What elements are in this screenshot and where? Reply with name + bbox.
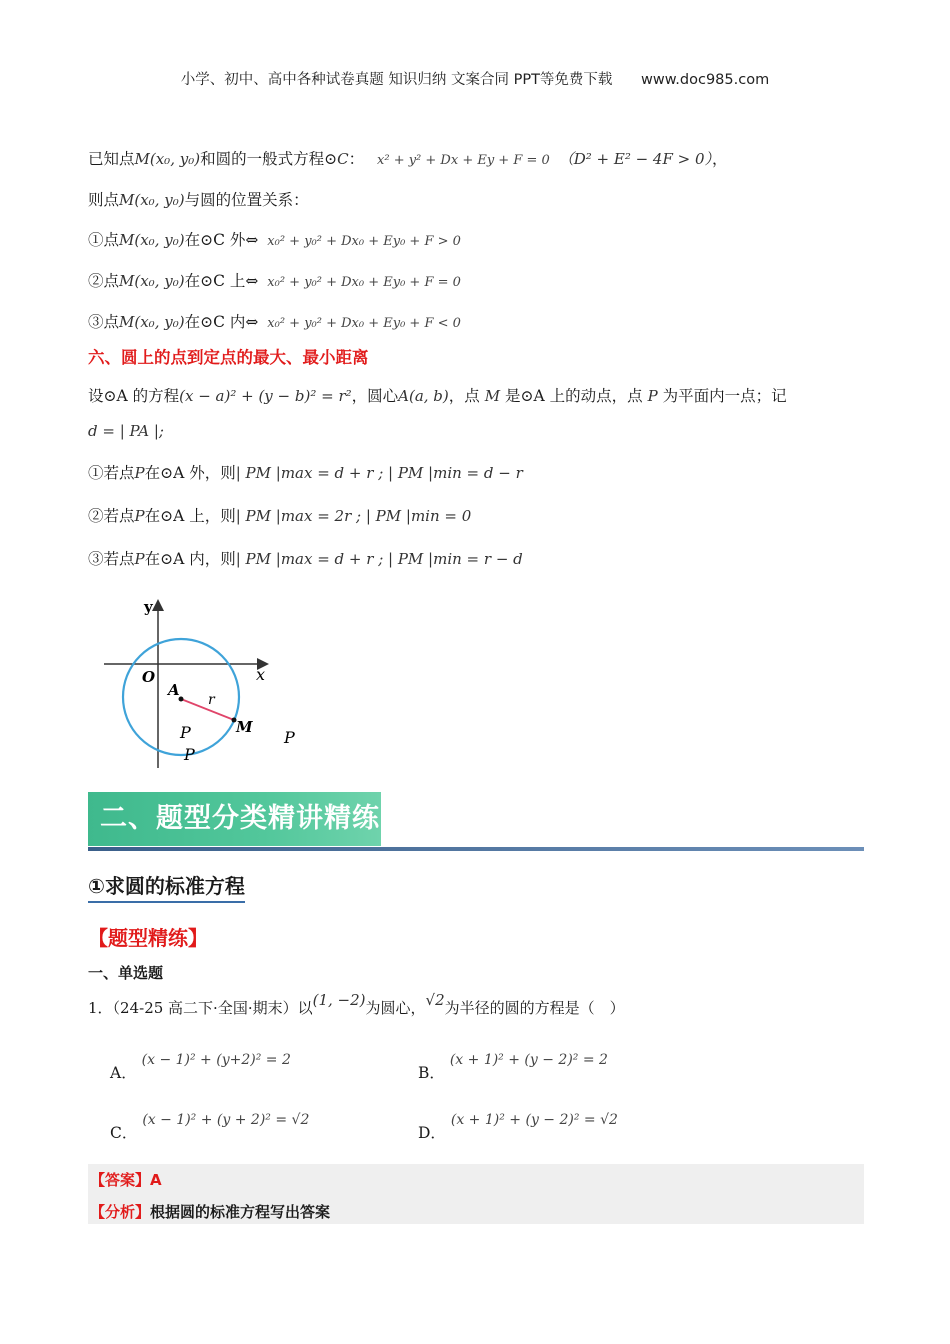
relation-text: 在⊙C 内⇔: [184, 313, 259, 331]
case-text: 在⊙A 上，则: [144, 507, 236, 525]
option-key: D．: [418, 1124, 446, 1142]
para-text: ，圆心: [351, 387, 399, 405]
analysis-tag: 【分析】: [90, 1203, 151, 1221]
intro-text: ，: [712, 150, 728, 168]
case-text: ②若点: [88, 507, 135, 525]
p-inside-label: P: [180, 723, 191, 742]
intro-text: 与圆的位置关系：: [184, 191, 309, 209]
para-text: 为平面内一点；记: [662, 387, 787, 405]
case-text: 在⊙A 外，则: [144, 464, 236, 482]
relation-equation: x₀² + y₀² + Dx₀ + Ey₀ + F > 0: [267, 234, 461, 249]
section-banner: 二、题型分类精讲精练: [88, 792, 381, 846]
option-d[interactable]: [418, 1107, 618, 1142]
m-label: M: [236, 718, 253, 736]
practice-tag: 【题型精练】: [88, 926, 208, 950]
relation-equation: x₀² + y₀² + Dx₀ + Ey₀ + F = 0: [267, 275, 461, 290]
case-equation: | PM |max = d + r ; | PM |min = r − d: [235, 550, 523, 568]
origin-label: O: [142, 668, 156, 686]
intro-text: 已知点: [88, 150, 135, 168]
center-label: A: [168, 681, 180, 699]
case-equation: | PM |max = 2r ; | PM |min = 0: [235, 507, 472, 525]
point-m: M(x₀, y₀): [119, 231, 185, 249]
y-label: y: [144, 598, 153, 616]
analysis-line: [90, 1201, 330, 1222]
relation-outside: [88, 229, 461, 253]
option-equation: (x − 1)² + (y + 2)² = √2: [142, 1112, 310, 1128]
para-text: 设⊙A 的方程: [88, 387, 180, 405]
para-text: 是⊙A 上的动点，点: [505, 387, 643, 405]
answer-value: A: [150, 1171, 162, 1189]
option-key: C．: [110, 1124, 138, 1142]
intro-text: ：: [348, 150, 365, 168]
question-radius: √2: [425, 991, 445, 1009]
question-text: 为半径的圆的方程是（ ）: [444, 999, 625, 1017]
x-label: x: [256, 665, 266, 684]
relation-text: 在⊙C 上⇔: [184, 272, 259, 290]
point-p: P: [134, 550, 145, 568]
point-m: M(x₀, y₀): [119, 272, 185, 290]
case-text: ①若点: [88, 464, 135, 482]
analysis-text: 根据圆的标准方程写出答案: [150, 1203, 331, 1221]
banner-divider: [88, 847, 864, 851]
case-inside: [88, 548, 523, 570]
header-url[interactable]: www.doc985.com: [641, 72, 770, 88]
question-1: [88, 991, 625, 1019]
single-choice-heading: 一、单选题: [88, 964, 164, 982]
circle-c: C: [337, 150, 349, 168]
section-6-title: 六、圆上的点到定点的最大、最小距离: [88, 348, 369, 367]
radius-label: r: [208, 692, 215, 708]
center-a: A(a, b): [398, 387, 449, 405]
point-p: P: [647, 387, 658, 405]
case-equation: | PM |max = d + r ; | PM |min = d − r: [235, 464, 523, 482]
answer-tag: 【答案】: [90, 1171, 151, 1189]
option-a[interactable]: [110, 1047, 291, 1082]
case-outside: [88, 462, 523, 484]
intro-line-1: [88, 148, 728, 172]
question-center: (1, −2): [312, 991, 366, 1009]
answer-line: [90, 1169, 162, 1190]
point-p: P: [134, 464, 145, 482]
option-c[interactable]: [110, 1107, 310, 1142]
point-m: M(x₀, y₀): [119, 313, 185, 331]
point-p: P: [134, 507, 145, 525]
page-header: [0, 68, 950, 89]
p-on-label: P: [184, 745, 195, 764]
question-number: 1．: [88, 999, 113, 1017]
section-6-paragraph-1: [88, 385, 787, 407]
question-text: （24-25 高二下·全国·期末）以: [112, 999, 313, 1017]
case-text: ③若点: [88, 550, 135, 568]
relation-label: ①点: [88, 231, 120, 249]
general-equation: x² + y² + Dx + Ey + F = 0: [377, 153, 550, 168]
point-m: M(x₀, y₀): [119, 191, 185, 209]
option-equation: (x + 1)² + (y − 2)² = √2: [450, 1112, 618, 1128]
case-text: 在⊙A 内，则: [144, 550, 236, 568]
intro-text: 则点: [88, 191, 120, 209]
p-outside-label: P: [284, 728, 295, 747]
relation-on: [88, 270, 461, 294]
option-equation: (x + 1)² + (y − 2)² = 2: [449, 1052, 608, 1068]
relation-label: ③点: [88, 313, 120, 331]
question-text: 为圆心，: [365, 999, 426, 1017]
para-text: ，点: [448, 387, 480, 405]
point-m: M: [484, 387, 501, 405]
option-key: B．: [418, 1064, 445, 1082]
header-text: 小学、初中、高中各种试卷真题 知识归纳 文案合同 PPT等免费下载: [180, 72, 613, 88]
intro-line-2: [88, 189, 309, 211]
intro-text: 和圆的一般式方程⊙: [200, 150, 338, 168]
circle-a-equation: (x − a)² + (y − b)² = r²: [179, 387, 352, 405]
relation-equation: x₀² + y₀² + Dx₀ + Ey₀ + F < 0: [267, 316, 461, 331]
subtopic-title: ①求圆的标准方程: [88, 870, 245, 903]
relation-label: ②点: [88, 272, 120, 290]
option-equation: (x − 1)² + (y+2)² = 2: [141, 1052, 291, 1068]
option-key: A．: [110, 1064, 137, 1082]
point-m: M(x₀, y₀): [134, 150, 201, 168]
circle-figure: [98, 596, 318, 774]
option-b[interactable]: [418, 1047, 608, 1082]
distance-definition: d = | PA |;: [88, 422, 164, 440]
relation-text: 在⊙C 外⇔: [184, 231, 259, 249]
general-condition: （D² + E² − 4F > 0）: [558, 150, 713, 168]
case-on: [88, 505, 471, 527]
relation-inside: [88, 311, 461, 335]
